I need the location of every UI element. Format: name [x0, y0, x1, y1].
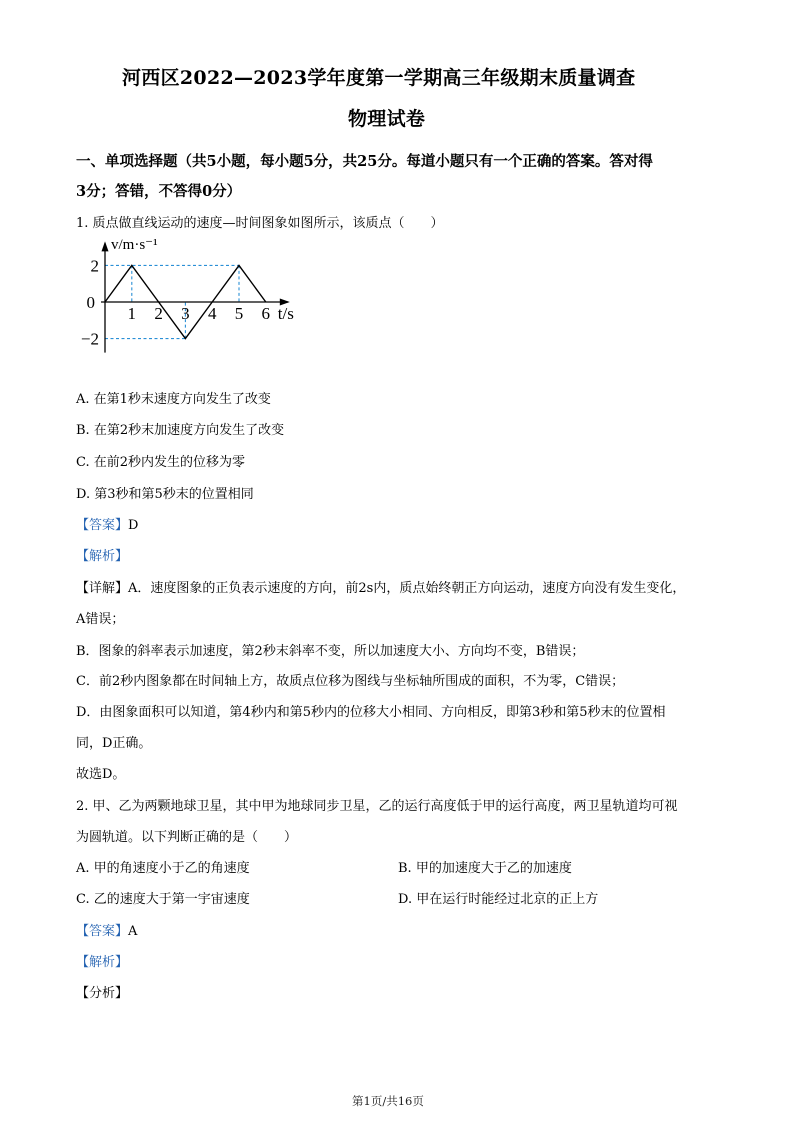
- detail-text: A．速度图象的正负表示速度的方向，前2s内，质点始终朝正方向运动，速度方向没有发生变化，: [128, 581, 686, 596]
- page-title: 河西区2022—2023学年度第一学期高三年级期末质量调查: [122, 67, 636, 89]
- x-tick-label: 6: [261, 304, 271, 323]
- q2-fenxi-tag: 【分析】: [76, 986, 129, 1001]
- q1-detail-line3: B．图象的斜率表示加速度，第2秒末斜率不变，所以加速度大小、方向均不变，B错误；: [76, 644, 585, 659]
- vt-chart: [80, 232, 310, 362]
- q1-detail-line2: A错误；: [76, 612, 125, 627]
- x-tick-label: 2: [154, 304, 163, 323]
- q2-answer: [76, 920, 137, 939]
- q2-option-a: A. 甲的角速度小于乙的角速度: [76, 861, 250, 876]
- detail-tag: 【详解】: [76, 581, 129, 596]
- y-tick-label: 2: [90, 256, 99, 276]
- answer-tag: 【答案】: [76, 924, 129, 939]
- q1-analysis-tag: 【解析】: [76, 549, 129, 564]
- q2-stem-line2: 为圆轨道。以下判断正确的是（ ）: [76, 830, 298, 845]
- y-axis-label: v/m·s⁻¹: [111, 237, 158, 253]
- x-axis-label: t/s: [277, 304, 294, 323]
- q1-stem: 1. 质点做直线运动的速度—时间图象如图所示，该质点（ ）: [76, 216, 444, 231]
- q1-detail-line6: 同，D正确。: [76, 736, 152, 751]
- y-tick-label: −2: [80, 329, 99, 349]
- answer-value: A: [128, 924, 138, 939]
- origin-label: 0: [86, 293, 95, 312]
- q2-option-c: C. 乙的速度大于第一宇宙速度: [76, 892, 250, 907]
- q2-option-b: B. 甲的加速度大于乙的加速度: [398, 861, 572, 876]
- q1-detail-line5: D．由图象面积可以知道，第4秒内和第5秒内的位移大小相同、方向相反，即第3秒和第5秒末的位置相: [76, 705, 666, 720]
- q1-detail-line7: 故选D。: [76, 767, 126, 782]
- q1-option-d: D. 第3秒和第5秒末的位置相同: [76, 487, 254, 502]
- x-tick-label: 3: [181, 304, 190, 323]
- q1-detail-line1: [76, 577, 685, 596]
- section-heading-line2: 3分；答错，不答得0分）: [76, 183, 242, 200]
- q1-option-a: A. 在第1秒末速度方向发生了改变: [76, 392, 271, 407]
- q1-option-b: B. 在第2秒末加速度方向发生了改变: [76, 423, 285, 438]
- q1-answer: [76, 514, 138, 533]
- x-tick-label: 4: [207, 304, 217, 323]
- page-footer: 第1页/共16页: [352, 1094, 424, 1108]
- answer-value: D: [128, 518, 139, 533]
- q2-stem-line1: 2. 甲、乙为两颗地球卫星，其中甲为地球同步卫星，乙的运行高度低于甲的运行高度，两卫星轨道均可视: [76, 799, 678, 814]
- q1-detail-line4: C．前2秒内图象都在时间轴上方，故质点位移为图线与坐标轴所围成的面积，不为零，C错误；: [76, 674, 625, 689]
- q2-option-d: D. 甲在运行时能经过北京的正上方: [398, 892, 599, 907]
- y-axis-arrow: [102, 241, 109, 251]
- section-heading-line1: 一、单项选择题（共5小题，每小题5分，共25分。每道小题只有一个正确的答案。答对得: [76, 153, 653, 170]
- page-subtitle: 物理试卷: [348, 108, 426, 130]
- q2-analysis-tag: 【解析】: [76, 955, 129, 970]
- x-tick-label: 5: [234, 304, 244, 323]
- q1-option-c: C. 在前2秒内发生的位移为零: [76, 455, 246, 470]
- x-tick-label: 1: [127, 304, 137, 323]
- answer-tag: 【答案】: [76, 518, 129, 533]
